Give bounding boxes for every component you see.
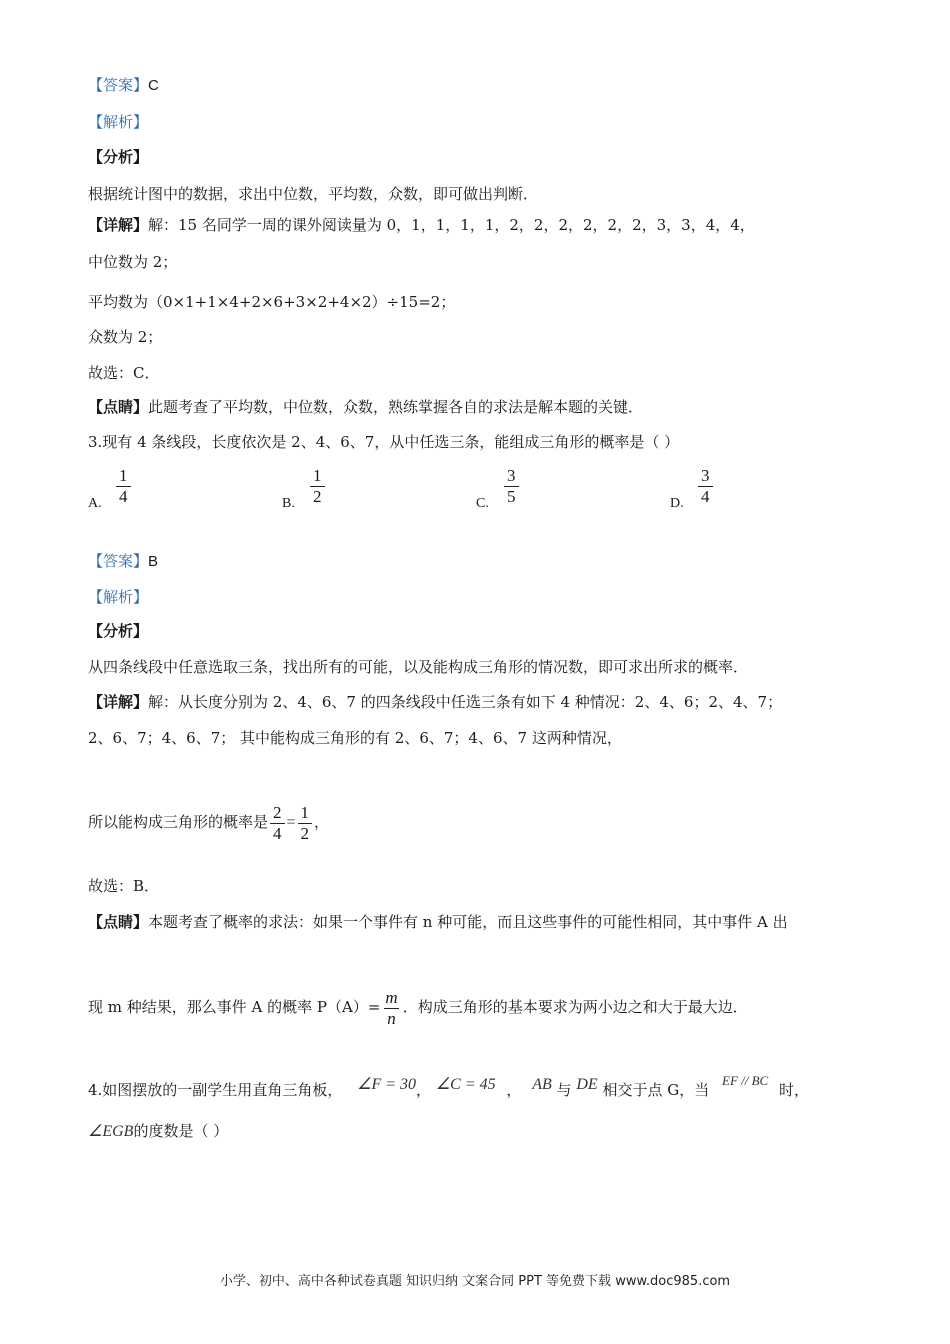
xiangjie-tag: 【详解】 xyxy=(88,216,149,234)
dianjing-text-2a: 现 m 种结果，那么事件 A 的概率 P（A）= xyxy=(88,998,381,1016)
q4-shi: 时， xyxy=(779,1081,810,1099)
denominator: n xyxy=(384,1008,399,1029)
option-fraction xyxy=(310,466,325,507)
xiangjie-text: 解：15 名同学一周的课外阅读量为 0，1，1，1，1，2，2，2，2，2，2，3，3，4，4， xyxy=(148,216,755,234)
numerator: m xyxy=(385,987,398,1007)
option-fraction xyxy=(504,466,519,507)
answer-line-2 xyxy=(88,550,158,573)
numerator: 3 xyxy=(701,466,710,485)
footer-text: 小学、初中、高中各种试卷真题 知识归纳 文案合同 PPT 等免费下载 www.doc985.com xyxy=(219,1274,731,1289)
xiangjie-text: 解：从长度分别为 2、4、6、7 的四条线段中任选三条有如下 4 种情况：2、4、6；2、4、7； xyxy=(148,693,783,711)
choose-line: 故选：C． xyxy=(88,364,160,382)
jiexi-tag: 【解析】 xyxy=(88,113,149,131)
prob-suffix: ， xyxy=(314,813,330,831)
segment-ab: AB xyxy=(532,1076,552,1093)
answer-tag: 【答案】 xyxy=(88,552,149,570)
fenxi-text: 根据统计图中的数据，求出中位数，平均数，众数，即可做出判断． xyxy=(88,185,539,203)
fenxi-tag: 【分析】 xyxy=(88,148,149,166)
answer-value: B xyxy=(148,553,159,570)
denominator: 5 xyxy=(504,486,519,507)
jiexi-tag: 【解析】 xyxy=(88,588,149,606)
option-label: A. xyxy=(88,496,102,511)
dianjing-line xyxy=(88,396,643,418)
denominator: 4 xyxy=(116,486,131,507)
q4-sep-2: ， xyxy=(506,1081,522,1099)
angle-egb: ∠EGB xyxy=(88,1123,134,1140)
numerator: 1 xyxy=(119,466,128,485)
answer-value: C xyxy=(148,77,159,94)
prob-prefix: 所以能构成三角形的概率是 xyxy=(88,813,269,831)
dianjing-tag: 【点睛】 xyxy=(88,398,149,416)
denominator: 2 xyxy=(310,486,325,507)
option-fraction xyxy=(116,466,131,507)
xiangjie-line xyxy=(88,214,755,236)
prob-fraction-1 xyxy=(270,803,285,844)
answer-line-1 xyxy=(88,74,159,97)
xiangjie-text-2: 2、6、7；4、6、7； 其中能构成三角形的有 2、6、7；4、6、7 这两种情况， xyxy=(88,729,622,747)
numerator: 3 xyxy=(507,466,516,485)
angle-c: ∠C = 45 xyxy=(435,1076,496,1093)
q4-line2-text: 的度数是（ ） xyxy=(133,1122,229,1140)
equals-sign: = xyxy=(286,814,296,831)
numerator: 1 xyxy=(313,466,322,485)
denominator: 2 xyxy=(298,823,313,844)
denominator: 4 xyxy=(698,486,713,507)
choose-line: 故选：B． xyxy=(88,877,160,895)
dianjing-text-2b: ．构成三角形的基本要求为两小边之和大于最大边． xyxy=(402,998,748,1016)
ef-parallel-bc: EF // BC xyxy=(722,1073,769,1088)
m-over-n-fraction xyxy=(382,988,400,1029)
median-line: 中位数为 2； xyxy=(88,253,178,271)
fenxi-text: 从四条线段中任意选取三条，找出所有的可能，以及能构成三角形的情况数，即可求出所求的概率． xyxy=(88,658,749,676)
segment-de: DE xyxy=(576,1076,598,1093)
mode-line: 众数为 2； xyxy=(88,328,163,346)
question-4-line-2 xyxy=(88,1120,228,1143)
q4-yu: 与 xyxy=(556,1081,572,1099)
numerator: 2 xyxy=(273,802,282,822)
dianjing-text: 此题考查了平均数，中位数，众数，熟练掌握各自的求法是解本题的关键． xyxy=(148,398,644,416)
option-label: B. xyxy=(282,496,295,511)
angle-f: ∠F = 30 xyxy=(357,1076,417,1093)
fenxi-tag: 【分析】 xyxy=(88,622,149,640)
q4-intersect: 相交于点 G，当 xyxy=(602,1081,710,1099)
option-fraction xyxy=(698,466,713,507)
question-3-stem: 3.现有 4 条线段，长度依次是 2、4、6、7，从中任选三条，能组成三角形的概率是（ ） xyxy=(88,433,680,451)
q4-sep-1: ， xyxy=(416,1081,432,1099)
question-4-stem xyxy=(88,1064,809,1107)
xiangjie-tag: 【详解】 xyxy=(88,693,149,711)
denominator: 4 xyxy=(270,823,285,844)
q4-prefix: 4.如图摆放的一副学生用直角三角板， xyxy=(88,1081,343,1099)
probability-line xyxy=(88,800,329,845)
xiangjie-line xyxy=(88,691,782,713)
option-label: C. xyxy=(476,496,489,511)
dianjing-text: 本题考查了概率的求法：如果一个事件有 n 种可能，而且这些事件的可能性相同，其中事件 A 出 xyxy=(148,913,788,931)
prob-fraction-2 xyxy=(298,803,313,844)
numerator: 1 xyxy=(300,802,310,822)
dianjing-tag: 【点睛】 xyxy=(88,913,149,931)
dianjing-line xyxy=(88,911,788,933)
mean-line: 平均数为（0×1+1×4+2×6+3×2+4×2）÷15=2； xyxy=(88,293,456,311)
option-label: D. xyxy=(670,496,684,511)
answer-tag: 【答案】 xyxy=(88,76,149,94)
dianjing-line-2 xyxy=(88,985,748,1029)
